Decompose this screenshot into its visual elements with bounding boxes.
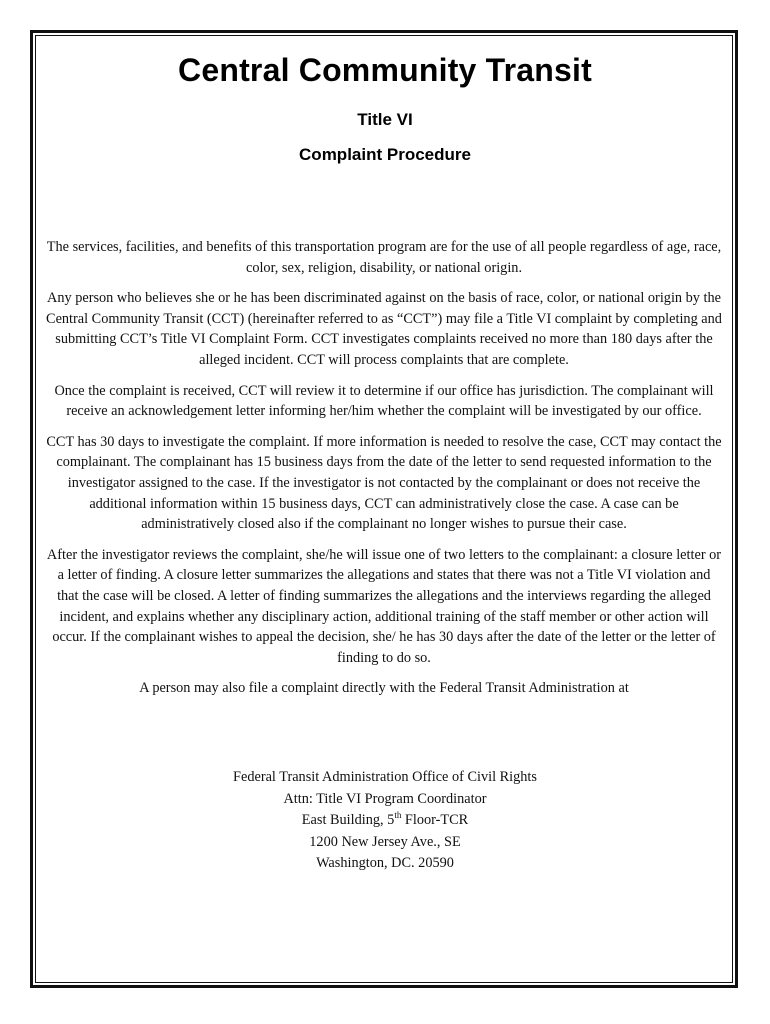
address-building-ordinal: th bbox=[394, 810, 402, 821]
paragraph-investigation: CCT has 30 days to investigate the complaint. If more information is needed to resolve the case, CCT may contact the complainant. The complainant has 15 business days from the date of the letter to send requested information to the investigator assigned to the case. If the investigator is not contacted by the complainant or does not receive the additional information within 15 business days, CCT can administratively close the case. A case can be administratively closed also if the complainant no longer wishes to pursue their case. bbox=[46, 433, 722, 533]
address-building-suffix: Floor-TCR bbox=[401, 812, 469, 829]
paragraph-filing: Any person who believes she or he has been discriminated against on the basis of race, color, or national origin by the Central Community Transit (CCT) (hereinafter referred to as “CCT”) may file a Title VI complaint by completing and submitting CCT’s Title VI Complaint Form. CCT investigates complaints received no more than 180 days after the alleged incident. CCT will process complaints that are complete. bbox=[46, 290, 722, 368]
document-body bbox=[46, 237, 722, 709]
paragraph-outcome: After the investigator reviews the complaint, she/he will issue one of two letters to the complainant: a closure letter or a letter of finding. A closure letter summarizes the allegations and states that there was not a Title VI violation and that the case will be closed. A letter of finding summarizes the allegations and the interviews regarding the alleged incident, and explains whether any disciplinary action, additional training of the staff member or other action will occur. If the complainant wishes to appeal the decision, she/ he has 30 days after the date of the letter or the letter of finding to do so. bbox=[46, 546, 722, 666]
address-line-street: 1200 New Jersey Ave., SE bbox=[309, 833, 461, 850]
paragraph-fta: A person may also file a complaint directly with the Federal Transit Administration at bbox=[139, 680, 629, 697]
paragraph-eligibility: The services, facilities, and benefits of this transportation program are for the use of all people regardless of age, race, color, sex, religion, disability, or national origin. bbox=[46, 239, 722, 276]
paragraph-review: Once the complaint is received, CCT will review it to determine if our office has jurisdiction. The complainant will receive an acknowledgement letter informing her/him whether the complaint will be investigated by our office. bbox=[54, 382, 714, 420]
document-heading: Complaint Procedure bbox=[299, 145, 471, 164]
address-line-city: Washington, DC. 20590 bbox=[316, 855, 454, 872]
address-line-building bbox=[0, 810, 770, 832]
address-line-office: Federal Transit Administration Office of Civil Rights bbox=[233, 769, 537, 785]
document-title: Central Community Transit bbox=[178, 52, 592, 88]
address-building-prefix: East Building, 5 bbox=[301, 812, 395, 829]
fta-address-block bbox=[0, 767, 770, 875]
address-line-attn: Attn: Title VI Program Coordinator bbox=[283, 790, 487, 807]
document-subtitle: Title VI bbox=[357, 110, 413, 129]
